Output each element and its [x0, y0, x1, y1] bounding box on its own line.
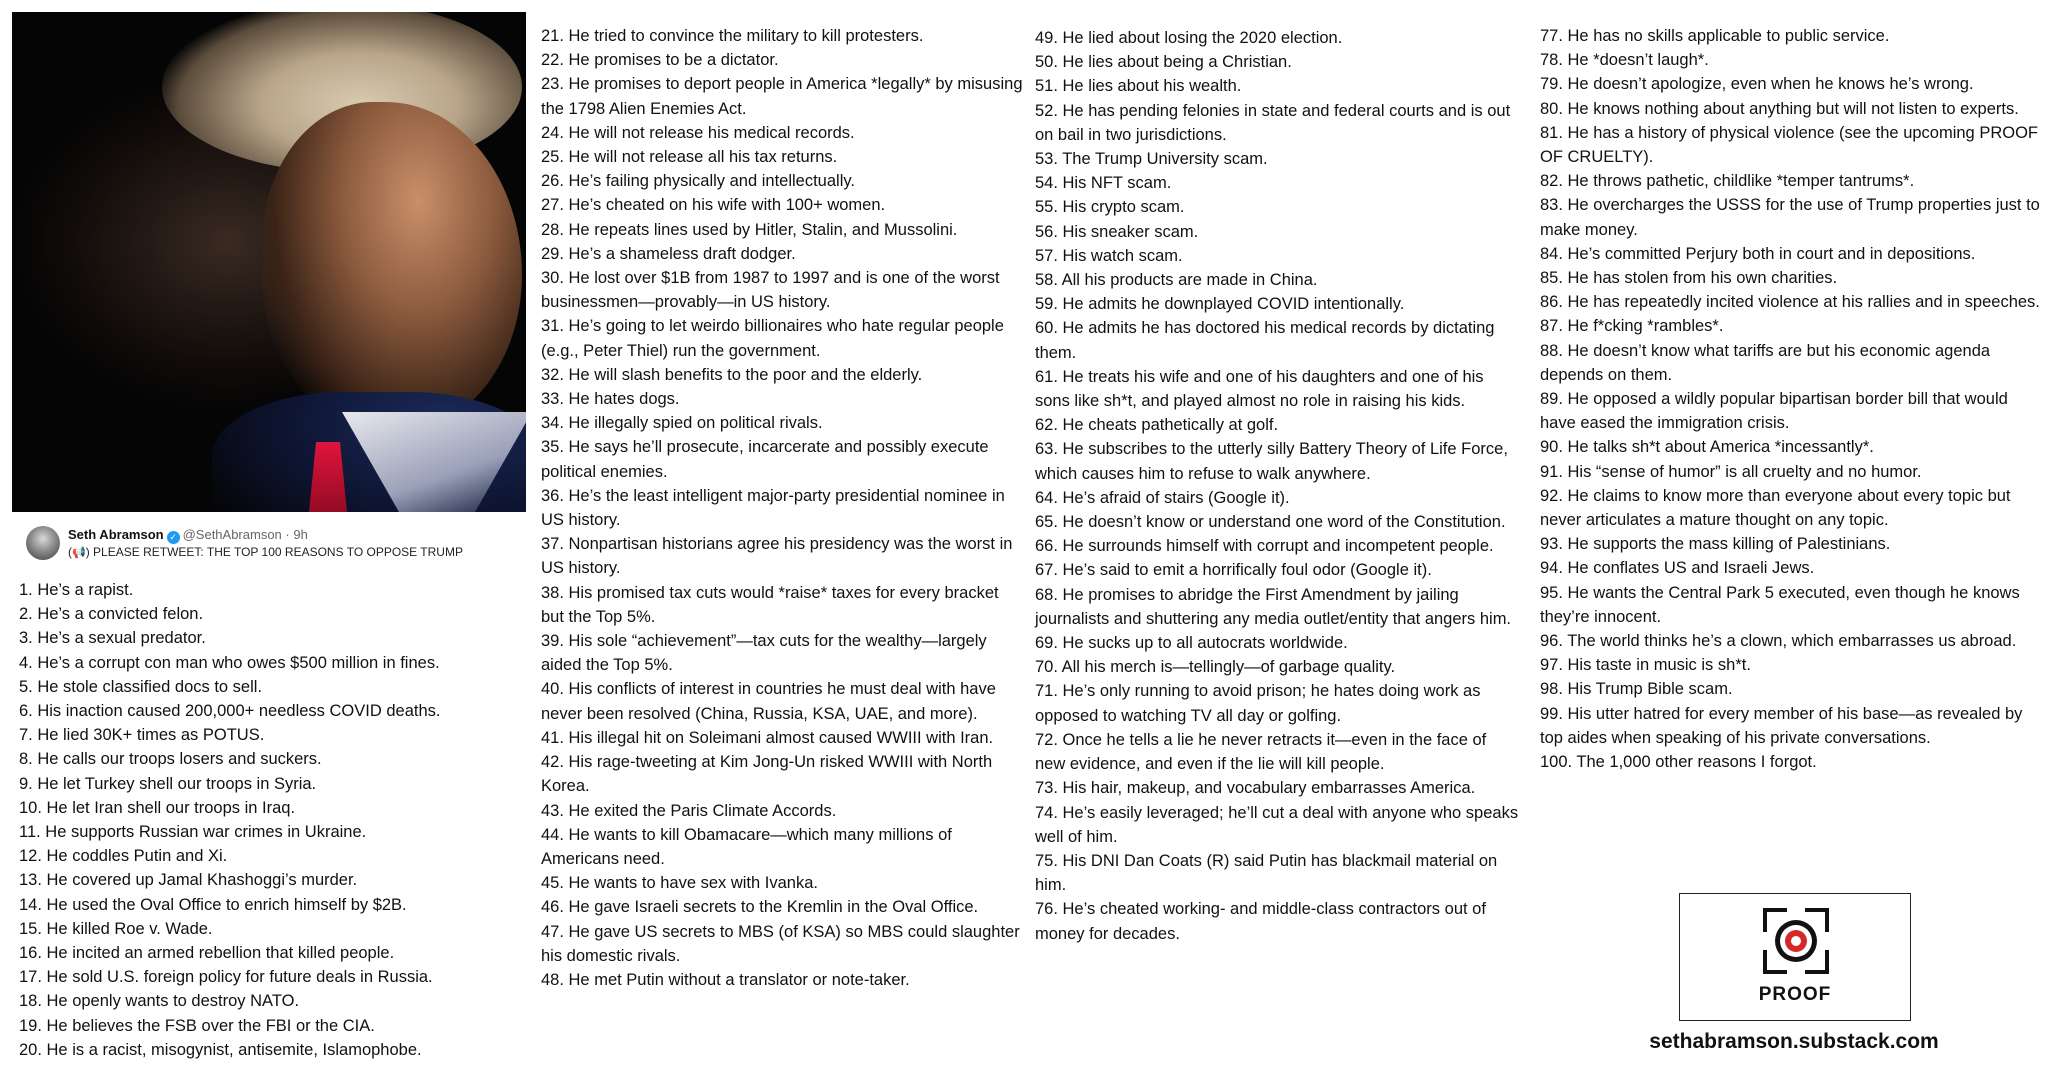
reason-item: 22. He promises to be a dictator. [541, 51, 779, 70]
reasons-column-4 [1540, 24, 2042, 774]
reason-item: 55. His crypto scam. [1035, 198, 1185, 217]
reason-item: 3. He’s a sexual predator. [19, 629, 206, 648]
reason-item: 77. He has no skills applicable to public service. [1540, 27, 1890, 45]
reason-item: 88. He doesn’t know what tariffs are but his economic agenda depends on them. [1540, 341, 1991, 384]
reason-item: 23. He promises to deport people in America *legally* by misusing the 1798 Alien Enemies Act. [541, 75, 1023, 118]
reason-item: 24. He will not release his medical records. [541, 123, 855, 142]
reason-item: 49. He lied about losing the 2020 election. [1035, 29, 1343, 47]
tweet-headline: (📢) PLEASE RETWEET: THE TOP 100 REASONS TO OPPOSE TRUMP [68, 545, 463, 559]
reason-item: 48. He met Putin without a translator or note-taker. [541, 970, 910, 989]
reason-item: 19. He believes the FSB over the FBI or the CIA. [19, 1016, 375, 1035]
reason-item: 79. He doesn’t apologize, even when he knows he’s wrong. [1540, 75, 1974, 94]
reason-item: 57. His watch scam. [1035, 246, 1183, 265]
reason-item: 44. He wants to kill Obamacare—which many millions of Americans need. [541, 825, 952, 868]
megaphone-icon: 📢 [72, 547, 86, 559]
reason-item: 92. He claims to know more than everyone about every topic but never articulates a mature thought on any topic. [1540, 486, 2011, 530]
reason-item: 9. He let Turkey shell our troops in Syria. [19, 774, 317, 793]
reason-item: 35. He says he’ll prosecute, incarcerate and possibly execute political enemies. [541, 438, 989, 481]
reason-item: 82. He throws pathetic, childlike *temper tantrums*. [1540, 172, 1915, 191]
reason-item: 99. His utter hatred for every member of his base—as revealed by top aides when speaking of his private conversations. [1540, 704, 2023, 747]
reason-item: 11. He supports Russian war crimes in Ukraine. [19, 823, 367, 842]
reason-item: 58. All his products are made in China. [1035, 271, 1318, 290]
reason-item: 84. He’s committed Perjury both in court and in depositions. [1540, 244, 1976, 263]
reason-item: 64. He’s afraid of stairs (Google it). [1035, 488, 1290, 507]
reason-item: 53. The Trump University scam. [1035, 150, 1268, 169]
reason-item: 75. His DNI Dan Coats (R) said Putin has blackmail material on him. [1035, 851, 1498, 895]
reason-item: 18. He openly wants to destroy NATO. [19, 992, 300, 1011]
reason-item: 60. He admits he has doctored his medical records by dictating them. [1035, 319, 1495, 362]
reason-item: 91. His “sense of humor” is all cruelty and no humor. [1540, 462, 1922, 481]
reason-item: 85. He has stolen from his own charities. [1540, 269, 1838, 288]
reason-item: 34. He illegally spied on political rivals. [541, 414, 823, 433]
reason-item: 29. He’s a shameless draft dodger. [541, 244, 796, 263]
reason-item: 62. He cheats pathetically at golf. [1035, 416, 1279, 435]
reason-item: 42. His rage-tweeting at Kim Jong-Un risked WWIII with North Korea. [541, 753, 993, 796]
reason-item: 13. He covered up Jamal Khashoggi’s murder. [19, 871, 358, 890]
reason-item: 56. His sneaker scam. [1035, 222, 1199, 241]
reasons-column-2 [541, 24, 1026, 992]
reason-item: 40. His conflicts of interest in countries he must deal with have never been resolved (China, Russia, KSA, UAE, and more). [541, 680, 996, 723]
reason-item: 50. He lies about being a Christian. [1035, 53, 1292, 72]
reason-item: 16. He incited an armed rebellion that killed people. [19, 944, 395, 963]
reason-item: 63. He subscribes to the utterly silly Battery Theory of Life Force, which causes him to refuse to walk anywhere. [1035, 440, 1508, 483]
reason-item: 26. He’s failing physically and intellectually. [541, 172, 855, 191]
reason-item: 52. He has pending felonies in state and federal courts and is out on bail in two jurisdictions. [1035, 101, 1511, 144]
reason-item: 90. He talks sh*t about America *incessantly*. [1540, 438, 1874, 457]
reason-item: 51. He lies about his wealth. [1035, 77, 1242, 96]
reason-item: 10. He let Iran shell our troops in Iraq. [19, 798, 296, 817]
reason-item: 59. He admits he downplayed COVID intentionally. [1035, 295, 1405, 314]
tweet-headline-text: PLEASE RETWEET: THE TOP 100 REASONS TO OPPOSE TRUMP [93, 545, 463, 559]
tweet-author-line [68, 527, 308, 544]
reason-item: 100. The 1,000 other reasons I forgot. [1540, 753, 1817, 772]
reason-item: 70. All his merch is—tellingly—of garbage quality. [1035, 658, 1396, 677]
reason-item: 39. His sole “achievement”—tax cuts for the wealthy—largely aided the Top 5%. [541, 632, 987, 675]
reason-item: 21. He tried to convince the military to kill protesters. [541, 27, 924, 45]
substack-url[interactable]: sethabramson.substack.com [1649, 1030, 1939, 1053]
reason-item: 87. He f*cking *rambles*. [1540, 317, 1724, 336]
author-handle[interactable]: @SethAbramson [182, 527, 282, 542]
reason-item: 78. He *doesn’t laugh*. [1540, 51, 1709, 70]
reason-item: 27. He’s cheated on his wife with 100+ women. [541, 196, 886, 215]
reason-item: 94. He conflates US and Israeli Jews. [1540, 559, 1815, 578]
portrait-photo [12, 12, 526, 512]
reason-item: 74. He’s easily leveraged; he’ll cut a deal with anyone who speaks well of him. [1035, 803, 1519, 846]
verified-badge-icon: ✓ [167, 531, 180, 544]
avatar[interactable] [26, 526, 60, 560]
reason-item: 38. His promised tax cuts would *raise* taxes for every bracket but the Top 5%. [541, 583, 999, 626]
tweet-time[interactable]: 9h [293, 527, 308, 542]
reason-item: 81. He has a history of physical violence (see the upcoming PROOF OF CRUELTY). [1540, 123, 2038, 167]
reason-item: 47. He gave US secrets to MBS (of KSA) so MBS could slaughter his domestic rivals. [541, 922, 1020, 965]
reason-item: 15. He killed Roe v. Wade. [19, 919, 213, 938]
reason-item: 54. His NFT scam. [1035, 174, 1172, 193]
photo-face-shadow [262, 102, 522, 432]
reason-item: 2. He’s a convicted felon. [19, 605, 204, 624]
reason-item: 37. Nonpartisan historians agree his presidency was the worst in US history. [541, 535, 1013, 578]
reason-item: 65. He doesn’t know or understand one word of the Constitution. [1035, 513, 1506, 532]
reason-item: 61. He treats his wife and one of his daughters and one of his sons like sh*t, and played almost no role in raising his kids. [1035, 367, 1484, 411]
reasons-column-3 [1035, 26, 1520, 946]
reason-item: 28. He repeats lines used by Hitler, Stalin, and Mussolini. [541, 220, 958, 239]
reason-item: 68. He promises to abridge the First Amendment by jailing journalists and shuttering any media outlet/entity that angers him. [1035, 585, 1512, 628]
reason-item: 73. His hair, makeup, and vocabulary embarrasses America. [1035, 779, 1476, 798]
reason-item: 12. He coddles Putin and Xi. [19, 847, 228, 866]
reason-item: 96. The world thinks he’s a clown, which embarrasses us abroad. [1540, 632, 2017, 651]
reason-item: 33. He hates dogs. [541, 390, 680, 409]
proof-wordmark: PROOF [1758, 984, 1832, 1005]
reason-item: 7. He lied 30K+ times as POTUS. [19, 726, 265, 745]
reason-item: 46. He gave Israeli secrets to the Kremlin in the Oval Office. [541, 898, 979, 917]
reason-item: 36. He’s the least intelligent major-party presidential nominee in US history. [541, 486, 1005, 530]
proof-logo-box [1679, 893, 1911, 1021]
reason-item: 25. He will not release all his tax returns. [541, 148, 838, 167]
tweet-header [26, 524, 526, 564]
reason-item: 86. He has repeatedly incited violence at his rallies and in speeches. [1540, 293, 2040, 312]
author-name[interactable]: Seth Abramson [68, 527, 164, 542]
reason-item: 32. He will slash benefits to the poor and the elderly. [541, 365, 923, 384]
reason-item: 89. He opposed a wildly popular bipartisan border bill that would have eased the immigration crisis. [1540, 390, 2008, 433]
reason-item: 14. He used the Oval Office to enrich himself by $2B. [19, 895, 407, 914]
reason-item: 41. His illegal hit on Soleimani almost caused WWIII with Iran. [541, 728, 994, 747]
reason-item: 69. He sucks up to all autocrats worldwide. [1035, 634, 1348, 653]
reason-item: 20. He is a racist, misogynist, antisemite, Islamophobe. [19, 1040, 422, 1059]
reason-item: 43. He exited the Paris Climate Accords. [541, 801, 837, 820]
proof-target-icon [1763, 908, 1829, 984]
reason-item: 8. He calls our troops losers and suckers. [19, 750, 322, 769]
dot-separator: · [281, 527, 294, 542]
reason-item: 30. He lost over $1B from 1987 to 1997 and is one of the worst businessmen—provably—in US history. [541, 269, 1000, 312]
reason-item: 76. He’s cheated working- and middle-class contractors out of money for decades. [1035, 900, 1486, 943]
reason-item: 1. He’s a rapist. [19, 581, 134, 599]
reason-item: 95. He wants the Central Park 5 executed, even though he knows they’re innocent. [1540, 583, 2020, 626]
reason-item: 80. He knows nothing about anything but will not listen to experts. [1540, 99, 2019, 118]
reason-item: 72. Once he tells a lie he never retracts it—even in the face of new evidence, and even if the lie will kill people. [1035, 730, 1487, 774]
reason-item: 17. He sold U.S. foreign policy for future deals in Russia. [19, 968, 433, 987]
reason-item: 31. He’s going to let weirdo billionaires who hate regular people (e.g., Peter Thiel) run the government. [541, 317, 1004, 360]
reason-item: 93. He supports the mass killing of Palestinians. [1540, 535, 1891, 554]
reason-item: 5. He stole classified docs to sell. [19, 677, 263, 696]
reason-item: 83. He overcharges the USSS for the use of Trump properties just to make money. [1540, 196, 2040, 239]
reasons-column-1 [19, 578, 524, 1062]
reason-item: 67. He’s said to emit a horrifically foul odor (Google it). [1035, 561, 1432, 580]
reason-item: 97. His taste in music is sh*t. [1540, 656, 1751, 675]
reason-item: 6. His inaction caused 200,000+ needless COVID deaths. [19, 702, 441, 721]
reason-item: 45. He wants to have sex with Ivanka. [541, 874, 818, 893]
reason-item: 98. His Trump Bible scam. [1540, 680, 1733, 699]
reason-item: 4. He’s a corrupt con man who owes $500 million in fines. [19, 653, 440, 672]
reason-item: 66. He surrounds himself with corrupt and incompetent people. [1035, 537, 1494, 556]
reason-item: 71. He’s only running to avoid prison; he hates doing work as opposed to watching TV all day or golfing. [1035, 682, 1481, 725]
